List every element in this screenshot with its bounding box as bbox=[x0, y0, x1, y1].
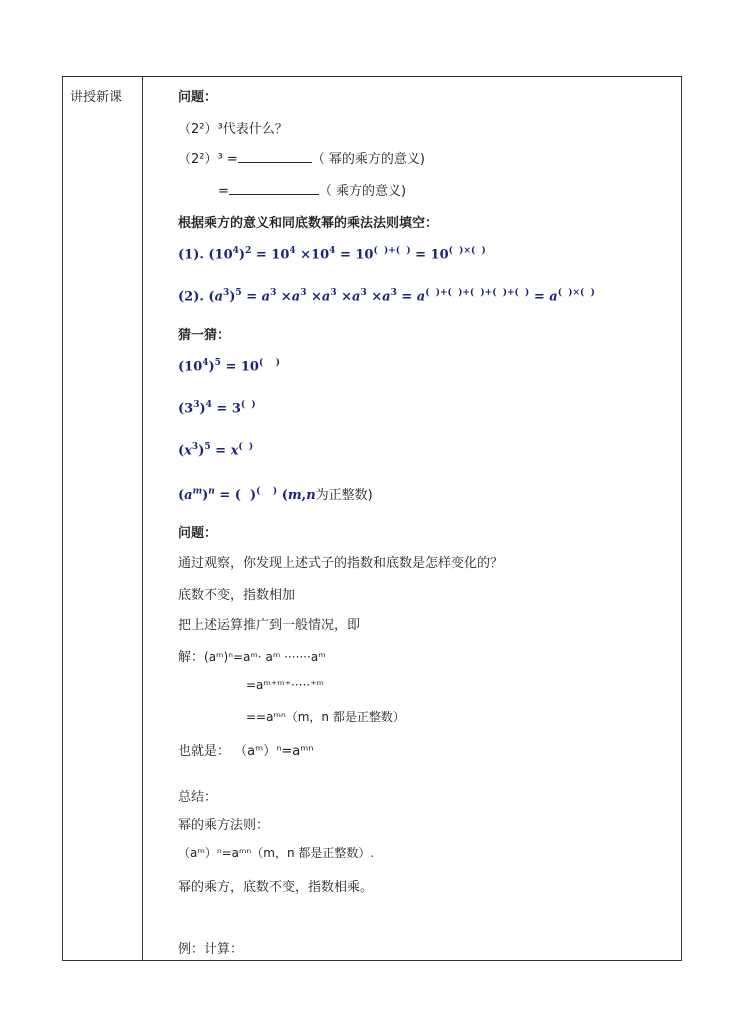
example-label: 例：计算： bbox=[178, 942, 244, 957]
question-1-title: 问题： bbox=[178, 90, 218, 105]
solution-1 bbox=[178, 646, 326, 665]
guess-4: $(a^m)^n$ = ( )( ) (m,n为正整数) bbox=[178, 486, 373, 503]
rule-title: 幂的乘方法则： bbox=[178, 818, 270, 833]
guess-title: 猜一猜： bbox=[178, 328, 231, 343]
also-line: 也就是： （aᵐ）ⁿ=aᵐⁿ bbox=[178, 744, 314, 759]
fill-blank[interactable] bbox=[229, 182, 319, 195]
question-2-c: 把上述运算推广到一般情况，即 bbox=[178, 618, 361, 633]
question-1-a: （2²）³代表什么？ bbox=[178, 122, 288, 137]
question-1-c-suffix: （ 乘方的意义) bbox=[318, 184, 407, 199]
table-frame bbox=[62, 76, 682, 961]
question-1-b-prefix: （2²）³ = bbox=[178, 152, 238, 167]
guess-1: $(10^4)^5 = 10^{( )}$ bbox=[178, 358, 281, 375]
section-label: 讲授新课 bbox=[70, 90, 123, 105]
summary-title: 总结： bbox=[178, 790, 218, 805]
fill-title: 根据乘方的意义和同底数幂的乘法法则填空： bbox=[178, 216, 439, 231]
question-2-b: 底数不变，指数相加 bbox=[178, 588, 296, 603]
solution-step-2: =aᵐ⁺ᵐ⁺·····⁺ᵐ bbox=[246, 678, 324, 692]
integer-note: 为正整数) bbox=[315, 488, 373, 503]
solution-label: 解： bbox=[178, 650, 205, 665]
question-1-b-suffix: （ 幂的乘方的意义) bbox=[311, 152, 425, 167]
formula-1: (1). $(10^4)^2 = 10^4 \times 10^4 = 10^{( )+( )} = 10^{( )\times( )}$ bbox=[178, 246, 486, 263]
formula-2: (2). $(a^3)^5 = a^3 \times a^3 \times a^3 \times a^3 \times a^3 = a^{( )+( )+( )+( )+( )} = a^{( )\times( )}$ bbox=[178, 288, 595, 305]
solution-step-3: ==aᵐⁿ（m，n 都是正整数） bbox=[246, 710, 405, 724]
solution-step-1: (aᵐ)ⁿ=aᵐ· aᵐ ·······aᵐ bbox=[204, 650, 326, 664]
column-divider bbox=[142, 76, 143, 961]
guess-2: $(3^3)^4 = 3^{( )}$ bbox=[178, 400, 256, 417]
question-2-title: 问题： bbox=[178, 526, 218, 541]
rule-text: 幂的乘方，底数不变，指数相乘。 bbox=[178, 880, 374, 895]
guess-3: $(x^3)^5 = x^{( )}$ bbox=[178, 442, 254, 459]
question-1-c-prefix: = bbox=[218, 184, 229, 199]
question-1-c bbox=[218, 180, 406, 199]
question-2-a: 通过观察，你发现上述式子的指数和底数是怎样变化的？ bbox=[178, 556, 504, 571]
fill-blank[interactable] bbox=[238, 150, 312, 163]
rule-formula: （aᵐ）ⁿ=aᵐⁿ（m，n 都是正整数）. bbox=[178, 846, 375, 860]
question-1-b bbox=[178, 148, 425, 167]
